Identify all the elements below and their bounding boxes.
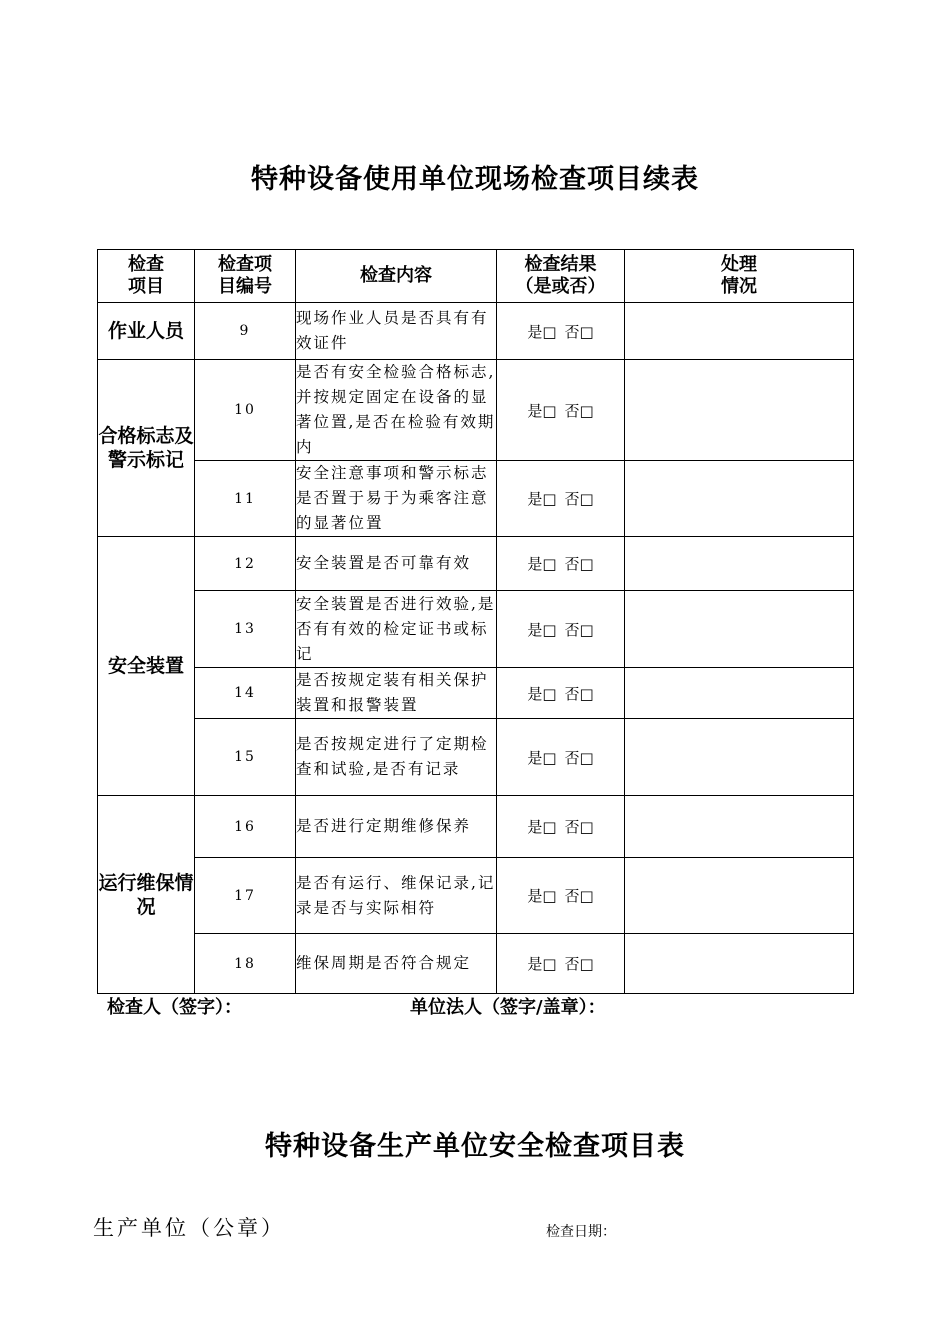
category-personnel: 作业人员 [98, 303, 195, 360]
item-content: 安全装置是否进行效验,是否有有效的检定证书或标记 [296, 591, 497, 668]
yes-checkbox[interactable]: 是□ [527, 620, 557, 639]
item-number: 15 [195, 719, 296, 796]
item-number: 13 [195, 591, 296, 668]
handling-cell[interactable] [625, 858, 854, 934]
yes-checkbox[interactable]: 是□ [527, 748, 557, 767]
yes-checkbox[interactable]: 是□ [527, 955, 557, 973]
no-checkbox[interactable]: 否□ [564, 818, 594, 836]
item-content: 安全注意事项和警示标志是否置于易于为乘客注意的显著位置 [296, 461, 497, 537]
table-row [98, 858, 854, 934]
header-check-content: 检查内容 [296, 250, 497, 303]
item-number: 9 [195, 303, 296, 360]
item-number: 11 [195, 461, 296, 537]
result-cell [497, 591, 625, 668]
result-cell [497, 360, 625, 461]
no-checkbox[interactable]: 否□ [564, 401, 594, 420]
handling-cell[interactable] [625, 303, 854, 360]
table-row [98, 796, 854, 858]
inspector-signature-label: 检查人（签字）： [107, 997, 242, 1018]
no-checkbox[interactable]: 否□ [564, 955, 594, 973]
inspection-table [97, 249, 854, 994]
item-number: 14 [195, 668, 296, 719]
table-row [98, 537, 854, 591]
item-content: 是否进行定期维修保养 [296, 796, 497, 858]
header-check-result-line1: 检查结果 [524, 254, 597, 275]
handling-cell[interactable] [625, 934, 854, 994]
table-row [98, 360, 854, 461]
result-cell [497, 858, 625, 934]
header-handling-line1: 处理 [721, 254, 757, 275]
handling-cell[interactable] [625, 591, 854, 668]
item-number: 17 [195, 858, 296, 934]
legal-representative-signature-label: 单位法人（签字/盖章）： [410, 997, 606, 1018]
header-check-item-line2: 项目 [128, 276, 164, 297]
header-handling-line2: 情况 [721, 276, 757, 297]
table-row [98, 934, 854, 994]
result-cell [497, 461, 625, 537]
header-check-item-line1: 检查 [128, 254, 164, 275]
handling-cell[interactable] [625, 668, 854, 719]
yes-checkbox[interactable]: 是□ [527, 818, 557, 836]
no-checkbox[interactable]: 否□ [564, 684, 594, 703]
yes-checkbox[interactable]: 是□ [527, 555, 557, 573]
header-handling [625, 250, 854, 303]
item-content: 维保周期是否符合规定 [296, 934, 497, 994]
handling-cell[interactable] [625, 719, 854, 796]
production-unit-label: 生产单位（公章） [93, 1216, 285, 1240]
header-item-number [195, 250, 296, 303]
check-date-label: 检查日期： [546, 1224, 616, 1240]
result-cell [497, 796, 625, 858]
page-title-continued-table: 特种设备使用单位现场检查项目续表 [251, 164, 699, 195]
item-content: 是否按规定进行了定期检查和试验,是否有记录 [296, 719, 497, 796]
header-check-result [497, 250, 625, 303]
no-checkbox[interactable]: 否□ [564, 490, 594, 508]
table-header-row [98, 250, 854, 303]
no-checkbox[interactable]: 否□ [564, 620, 594, 639]
item-content: 是否有安全检验合格标志,并按规定固定在设备的显著位置,是否在检验有效期内 [296, 360, 497, 461]
no-checkbox[interactable]: 否□ [564, 322, 594, 341]
category-qualification-marks: 合格标志及警示标记 [98, 360, 195, 537]
item-number: 10 [195, 360, 296, 461]
category-operation-maintenance: 运行维保情况 [98, 796, 195, 994]
table-row [98, 303, 854, 360]
page-title-production-unit: 特种设备生产单位安全检查项目表 [265, 1131, 685, 1162]
handling-cell[interactable] [625, 796, 854, 858]
item-number: 12 [195, 537, 296, 591]
category-safety-devices: 安全装置 [98, 537, 195, 796]
handling-cell[interactable] [625, 461, 854, 537]
yes-checkbox[interactable]: 是□ [527, 490, 557, 508]
header-check-item [98, 250, 195, 303]
no-checkbox[interactable]: 否□ [564, 555, 594, 573]
result-cell [497, 668, 625, 719]
table-row [98, 719, 854, 796]
no-checkbox[interactable]: 否□ [564, 748, 594, 767]
item-content: 是否按规定装有相关保护装置和报警装置 [296, 668, 497, 719]
result-cell [497, 537, 625, 591]
item-content: 现场作业人员是否具有有效证件 [296, 303, 497, 360]
result-cell [497, 934, 625, 994]
result-cell [497, 303, 625, 360]
item-number: 18 [195, 934, 296, 994]
no-checkbox[interactable]: 否□ [564, 887, 594, 905]
item-content: 是否有运行、维保记录,记录是否与实际相符 [296, 858, 497, 934]
item-content: 安全装置是否可靠有效 [296, 537, 497, 591]
table-row [98, 668, 854, 719]
table-row [98, 591, 854, 668]
yes-checkbox[interactable]: 是□ [527, 684, 557, 703]
yes-checkbox[interactable]: 是□ [527, 887, 557, 905]
header-check-result-line2: （是或否） [515, 276, 606, 297]
header-item-number-line1: 检查项 [218, 254, 272, 275]
result-cell [497, 719, 625, 796]
handling-cell[interactable] [625, 537, 854, 591]
yes-checkbox[interactable]: 是□ [527, 401, 557, 420]
yes-checkbox[interactable]: 是□ [527, 322, 557, 341]
handling-cell[interactable] [625, 360, 854, 461]
item-number: 16 [195, 796, 296, 858]
table-row [98, 461, 854, 537]
header-item-number-line2: 目编号 [218, 276, 272, 297]
